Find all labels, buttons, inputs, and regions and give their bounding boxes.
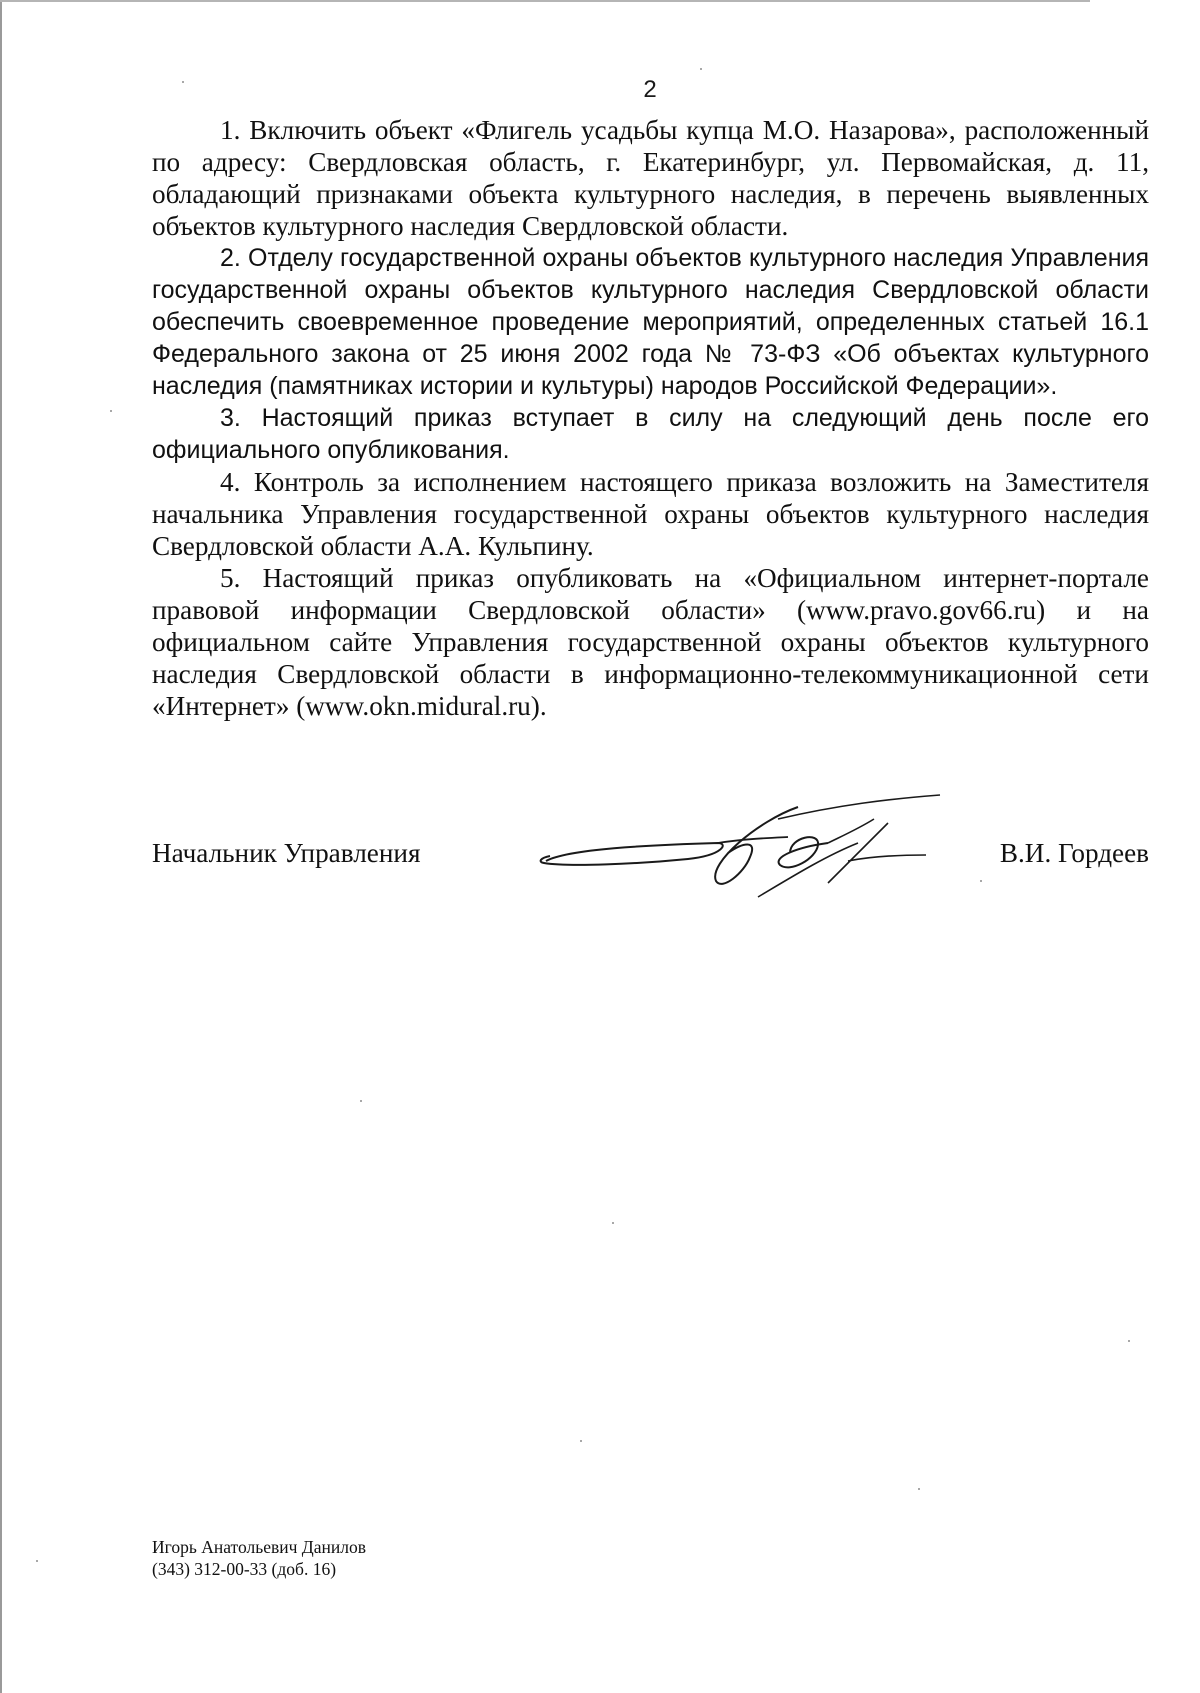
- paragraph-1: 1. Включить объект «Флигель усадьбы купца М.О. Назарова», расположенный по адресу: Свердловская область, г. Екатеринбург, ул. Первомайская, д. 11, обладающий признаками объекта культурного наследия, в перечень выявленных объектов культурного наследия Свердловской области.: [152, 115, 1149, 241]
- scan-speck: [110, 410, 112, 412]
- scan-speck: [700, 68, 702, 70]
- scan-edge-top: [0, 0, 1090, 2]
- executor-phone: (343) 312-00-33 (доб. 16): [152, 1559, 337, 1579]
- scan-speck: [580, 1440, 582, 1442]
- paragraph-5: 5. Настоящий приказ опубликовать на «Официальном интернет-портале правовой информации Свердловской области» (www.pravo.gov66.ru) и на официальном сайте Управления государственной охраны объектов культурного наследия Свердловской области в информационно-телекоммуникационной сети «Интернет» (www.okn.midural.ru).: [152, 563, 1149, 721]
- scan-speck: [612, 1222, 614, 1224]
- executor-name: Игорь Анатольевич Данилов: [152, 1537, 366, 1557]
- scan-speck: [980, 880, 982, 882]
- scan-speck: [182, 81, 184, 83]
- page-number: 2: [643, 76, 657, 103]
- executor-info: [152, 1536, 366, 1580]
- signer-name: В.И. Гордеев: [999, 838, 1149, 868]
- scan-speck: [918, 1488, 920, 1490]
- paragraph-4: 4. Контроль за исполнением настоящего приказа возложить на Заместителя начальника Управления государственной охраны объектов культурного наследия Свердловской области А.А. Кульпину.: [152, 467, 1149, 561]
- handwritten-signature: [528, 793, 948, 903]
- scan-edge-left: [0, 0, 2, 1693]
- scan-speck: [36, 1560, 38, 1562]
- signer-title: Начальник Управления: [152, 838, 421, 868]
- scan-speck: [360, 1100, 362, 1102]
- paragraph-2: 2. Отделу государственной охраны объектов культурного наследия Управления государственной охраны объектов культурного наследия Свердловской области обеспечить своевременное проведение мероприятий, определенных статьей 16.1 Федерального закона от 25 июня 2002 года № 73-ФЗ «Об объектах культурного наследия (памятниках истории и культуры) народов Российской Федерации».: [152, 244, 1149, 400]
- scan-speck: [1128, 1340, 1130, 1342]
- order-body: [152, 114, 1149, 722]
- paragraph-3: 3. Настоящий приказ вступает в силу на следующий день после его официального опубликования.: [152, 404, 1149, 464]
